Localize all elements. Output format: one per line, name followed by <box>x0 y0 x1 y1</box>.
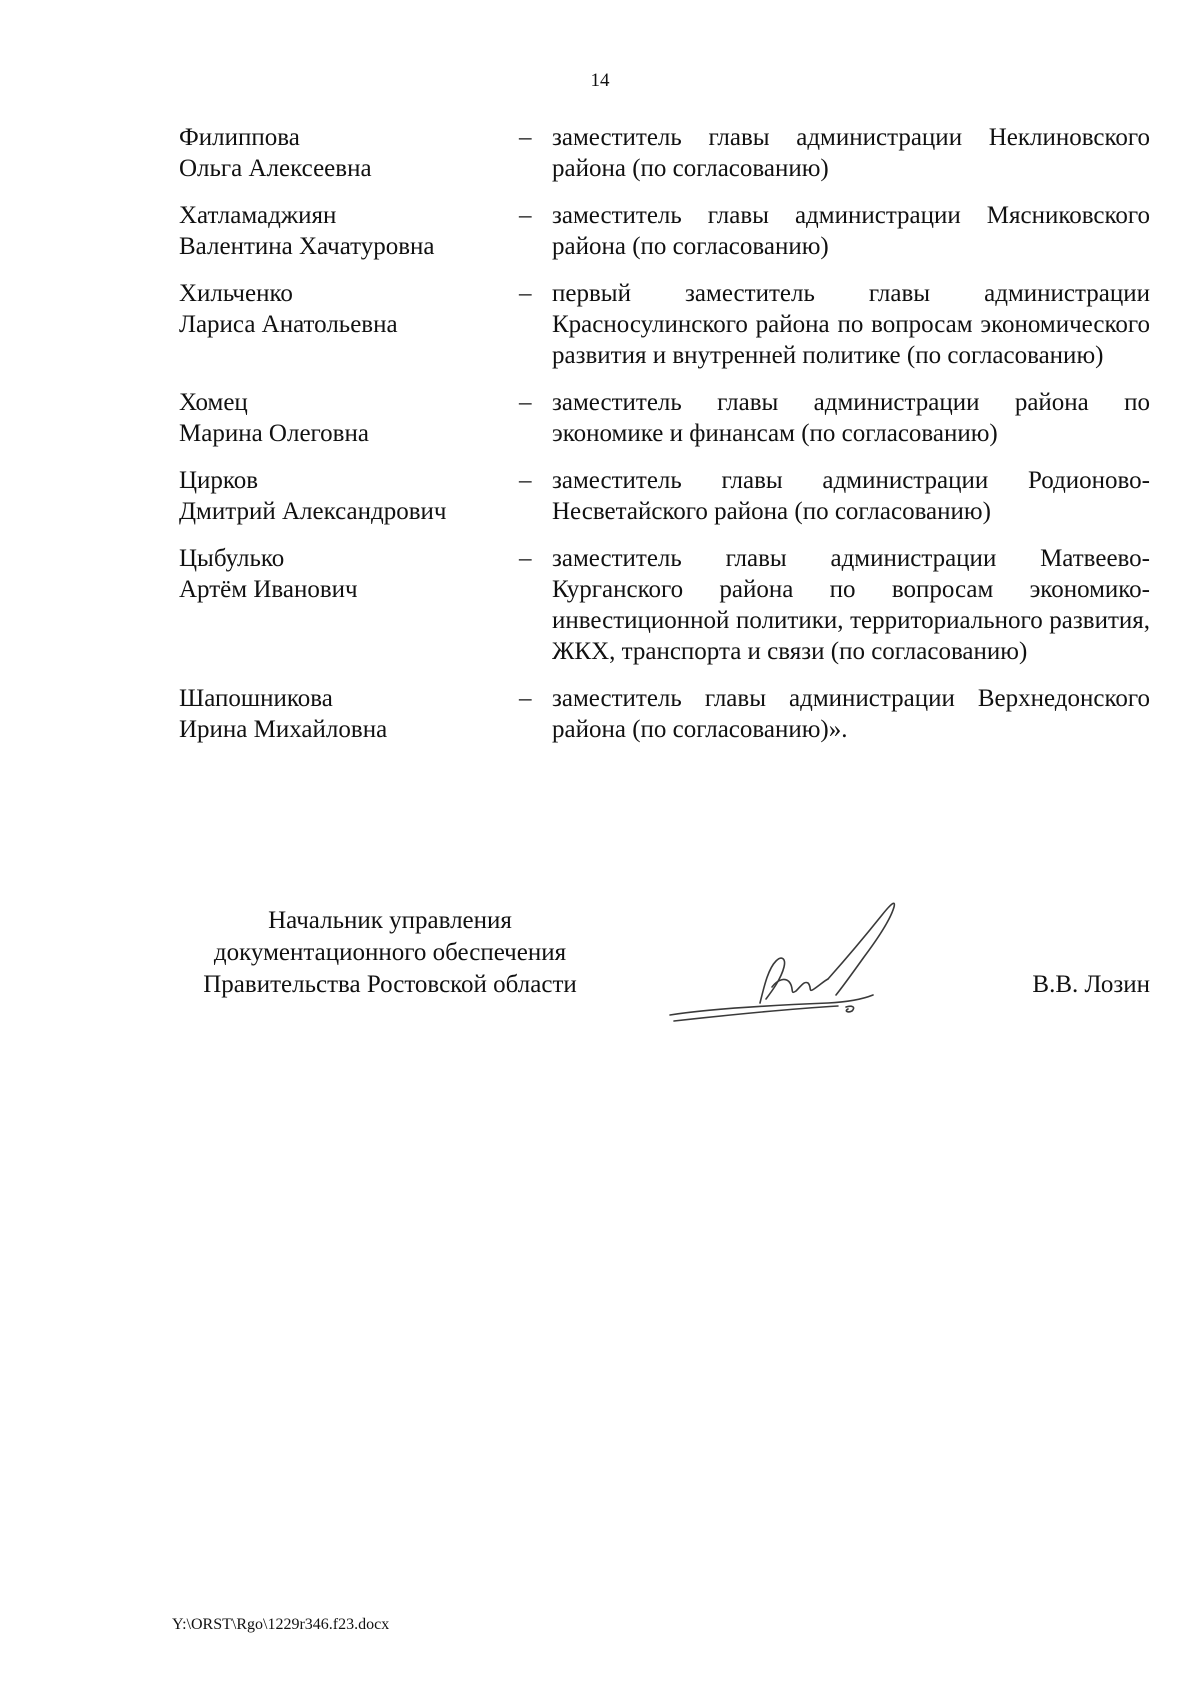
member-name <box>179 465 519 527</box>
signer-title-line: документационного обеспечения <box>213 939 567 966</box>
member-name <box>179 543 519 667</box>
member-entry <box>179 465 1150 527</box>
member-surname: Хатламаджиян <box>179 202 337 229</box>
member-name <box>179 122 519 184</box>
member-position: заместитель главы администрации Родионово-Несветайского района (по согласованию) <box>552 467 1150 525</box>
member-position: заместитель главы администрации района по экономике и финансам (по согласованию) <box>552 389 1150 447</box>
member-surname: Хомец <box>179 389 248 416</box>
member-surname: Цыбулько <box>179 545 285 572</box>
member-position: заместитель главы администрации Неклиновского района (по согласованию) <box>552 124 1150 182</box>
member-position: заместитель главы администрации Матвеево-Курганского района по вопросам экономико-инвестиционной политики, территориального развития, ЖКХ, транспорта и связи (по согласованию) <box>552 545 1150 665</box>
member-surname: Филиппова <box>179 124 300 151</box>
member-name <box>179 200 519 262</box>
separator-dash: – <box>519 202 532 229</box>
member-given-names: Ольга Алексеевна <box>179 155 372 182</box>
handwritten-signature <box>668 895 938 1025</box>
member-position: заместитель главы администрации Мясниковского района (по согласованию) <box>552 202 1150 260</box>
page-number: 14 <box>590 70 610 91</box>
separator-dash: – <box>519 685 532 712</box>
member-surname: Цирков <box>179 467 259 494</box>
member-entry <box>179 543 1150 667</box>
member-given-names: Артём Иванович <box>179 576 358 603</box>
member-surname: Шапошникова <box>179 685 333 712</box>
member-entry <box>179 278 1150 371</box>
separator-dash: – <box>519 389 532 416</box>
members-list <box>179 122 1150 761</box>
signer-title-line: Начальник управления <box>268 907 512 934</box>
separator-dash: – <box>519 545 532 572</box>
signer-name: В.В. Лозин <box>1032 971 1150 998</box>
member-given-names: Валентина Хачатуровна <box>179 233 435 260</box>
member-given-names: Марина Олеговна <box>179 420 369 447</box>
member-entry <box>179 200 1150 262</box>
signer-title-line: Правительства Ростовской области <box>203 971 577 998</box>
separator-dash: – <box>519 280 532 307</box>
member-name <box>179 683 519 745</box>
member-name <box>179 387 519 449</box>
member-given-names: Ирина Михайловна <box>179 716 388 743</box>
member-surname: Хильченко <box>179 280 293 307</box>
member-entry <box>179 387 1150 449</box>
file-path: Y:\ORST\Rgo\1229r346.f23.docx <box>172 1616 390 1633</box>
signer-title <box>170 905 610 1001</box>
member-position: первый заместитель главы администрации Красносулинского района по вопросам экономического развития и внутренней политике (по согласованию) <box>552 280 1150 369</box>
member-entry <box>179 122 1150 184</box>
member-given-names: Дмитрий Александрович <box>179 498 447 525</box>
member-given-names: Лариса Анатольевна <box>179 311 398 338</box>
separator-dash: – <box>519 124 532 151</box>
signature-block <box>170 905 1150 1045</box>
member-name <box>179 278 519 371</box>
separator-dash: – <box>519 467 532 494</box>
member-entry <box>179 683 1150 745</box>
member-position: заместитель главы администрации Верхнедонского района (по согласованию)». <box>552 685 1150 743</box>
